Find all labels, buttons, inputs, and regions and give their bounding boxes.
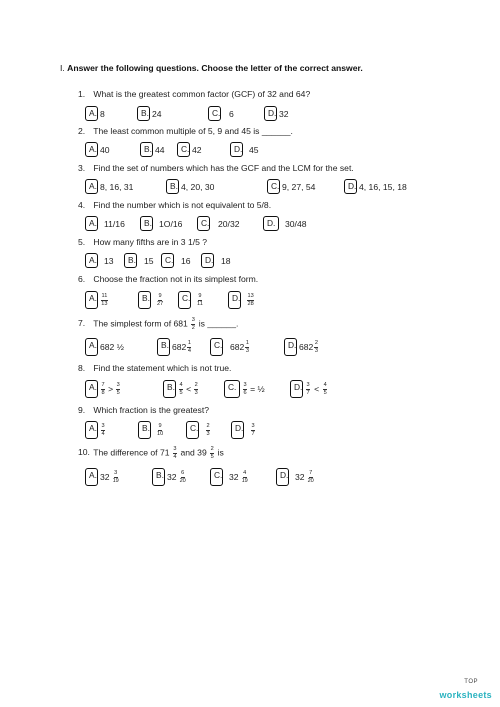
question-6: 6. Choose the fraction not in its simplest form. [78, 274, 259, 284]
q5-option-b[interactable]: B. 15 [124, 253, 154, 268]
q1-option-d[interactable]: D. 32 [264, 106, 289, 121]
q6-option-b[interactable]: B. $\frac{9}{27}$ [138, 291, 164, 309]
q10-option-d[interactable]: D. 32 $\frac{7}{20}$ [276, 468, 315, 486]
q3-option-a[interactable]: A. 8, 16, 31 [85, 179, 133, 194]
instruction-text: Answer the following questions. Choose the letter of the correct answer. [67, 63, 363, 73]
question-number: 1. [78, 89, 86, 99]
q7-option-b[interactable]: B. 682 $\frac{1}{4}$ [157, 338, 192, 356]
q2-option-a[interactable]: A. 40 [85, 142, 110, 157]
q8-option-a[interactable]: A. $\frac{7}{8}$ > $\frac{3}{5}$ [85, 380, 121, 398]
q3-option-d[interactable]: D. 4, 16, 15, 18 [344, 179, 407, 194]
answer-box[interactable]: A. [85, 106, 98, 121]
q6-option-d[interactable]: D. $\frac{13}{28}$ [228, 291, 255, 309]
q10-option-a[interactable]: A. 32 $\frac{3}{19}$ [85, 468, 120, 486]
q5-option-d[interactable]: D. 18 [201, 253, 231, 268]
question-2: 2. The least common multiple of 5, 9 and 45 is ______. [78, 126, 293, 136]
q8-option-b[interactable]: B. $\frac{4}{5}$ < $\frac{2}{3}$ [163, 380, 199, 398]
question-1 [78, 89, 310, 99]
q8-option-c[interactable]: C. $\frac{3}{6}$ = ½ [224, 380, 265, 398]
q10-option-b[interactable]: B. 32 $\frac{6}{20}$ [152, 468, 187, 486]
q3-option-b[interactable]: B. 4, 20, 30 [166, 179, 214, 194]
question-3: 3. Find the set of numbers which has the GCF and the LCM for the set. [78, 163, 354, 173]
answer-box[interactable]: C. [208, 106, 221, 121]
q2-option-d[interactable]: D. 45 [230, 142, 259, 157]
q1-option-a[interactable]: A. 8 [85, 106, 105, 121]
q1-option-c[interactable]: C. 6 [208, 106, 234, 121]
topworksheets-logo: TOP worksheets [439, 679, 492, 700]
q7-option-a[interactable]: A. 682 ½ [85, 338, 124, 356]
question-4: 4. Find the number which is not equivalent to 5/8. [78, 200, 272, 210]
q10-option-c[interactable]: C. 32 $\frac{4}{19}$ [210, 468, 249, 486]
question-7: 7. The simplest form of 681 $\frac{3}{2}$ is ______. [78, 317, 239, 331]
q8-option-d[interactable]: D. $\frac{3}{7}$ < $\frac{4}{5}$ [290, 380, 328, 398]
question-8: 8. Find the statement which is not true. [78, 363, 232, 373]
q6-option-c[interactable]: C. $\frac{9}{11}$ [178, 291, 204, 309]
q4-option-d[interactable]: D. 30/48 [263, 216, 307, 231]
question-5: 5. How many fifths are in 3 1/5 ? [78, 237, 208, 247]
q9-option-c[interactable]: C. $\frac{2}{3}$ [186, 421, 211, 439]
q6-option-a[interactable]: A. $\frac{11}{13}$ [85, 291, 109, 309]
q1-option-b[interactable]: B. 24 [137, 106, 162, 121]
q7-option-c[interactable]: C. 682 $\frac{1}{3}$ [210, 338, 250, 356]
q9-option-d[interactable]: D. $\frac{3}{7}$ [231, 421, 256, 439]
q4-option-b[interactable]: B. 1O/16 [140, 216, 182, 231]
q3-option-c[interactable]: C. 9, 27, 54 [267, 179, 315, 194]
instruction-line [60, 63, 363, 73]
answer-box[interactable]: D. [264, 106, 277, 121]
section-roman: I. [60, 63, 65, 73]
q7-option-d[interactable]: D. 682 $\frac{2}{3}$ [284, 338, 319, 356]
question-9: 9. Which fraction is the greatest? [78, 405, 209, 415]
q5-option-a[interactable]: A. 13 [85, 253, 114, 268]
q5-option-c[interactable]: C. 16 [161, 253, 191, 268]
question-10: 10. The difference of 71 $\frac{3}{4}$ and 39 $\frac{2}{5}$ is [78, 446, 224, 460]
q4-option-c[interactable]: C. 20/32 [197, 216, 240, 231]
question-text: What is the greatest common factor (GCF) of 32 and 64? [93, 89, 311, 99]
q4-option-a[interactable]: A. 11/16 [85, 216, 125, 231]
q2-option-b[interactable]: B. 44 [140, 142, 165, 157]
q9-option-a[interactable]: A. $\frac{3}{4}$ [85, 421, 106, 439]
q9-option-b[interactable]: B. $\frac{9}{10}$ [138, 421, 164, 439]
answer-box[interactable]: B. [137, 106, 150, 121]
q2-option-c[interactable]: C. 42 [177, 142, 202, 157]
